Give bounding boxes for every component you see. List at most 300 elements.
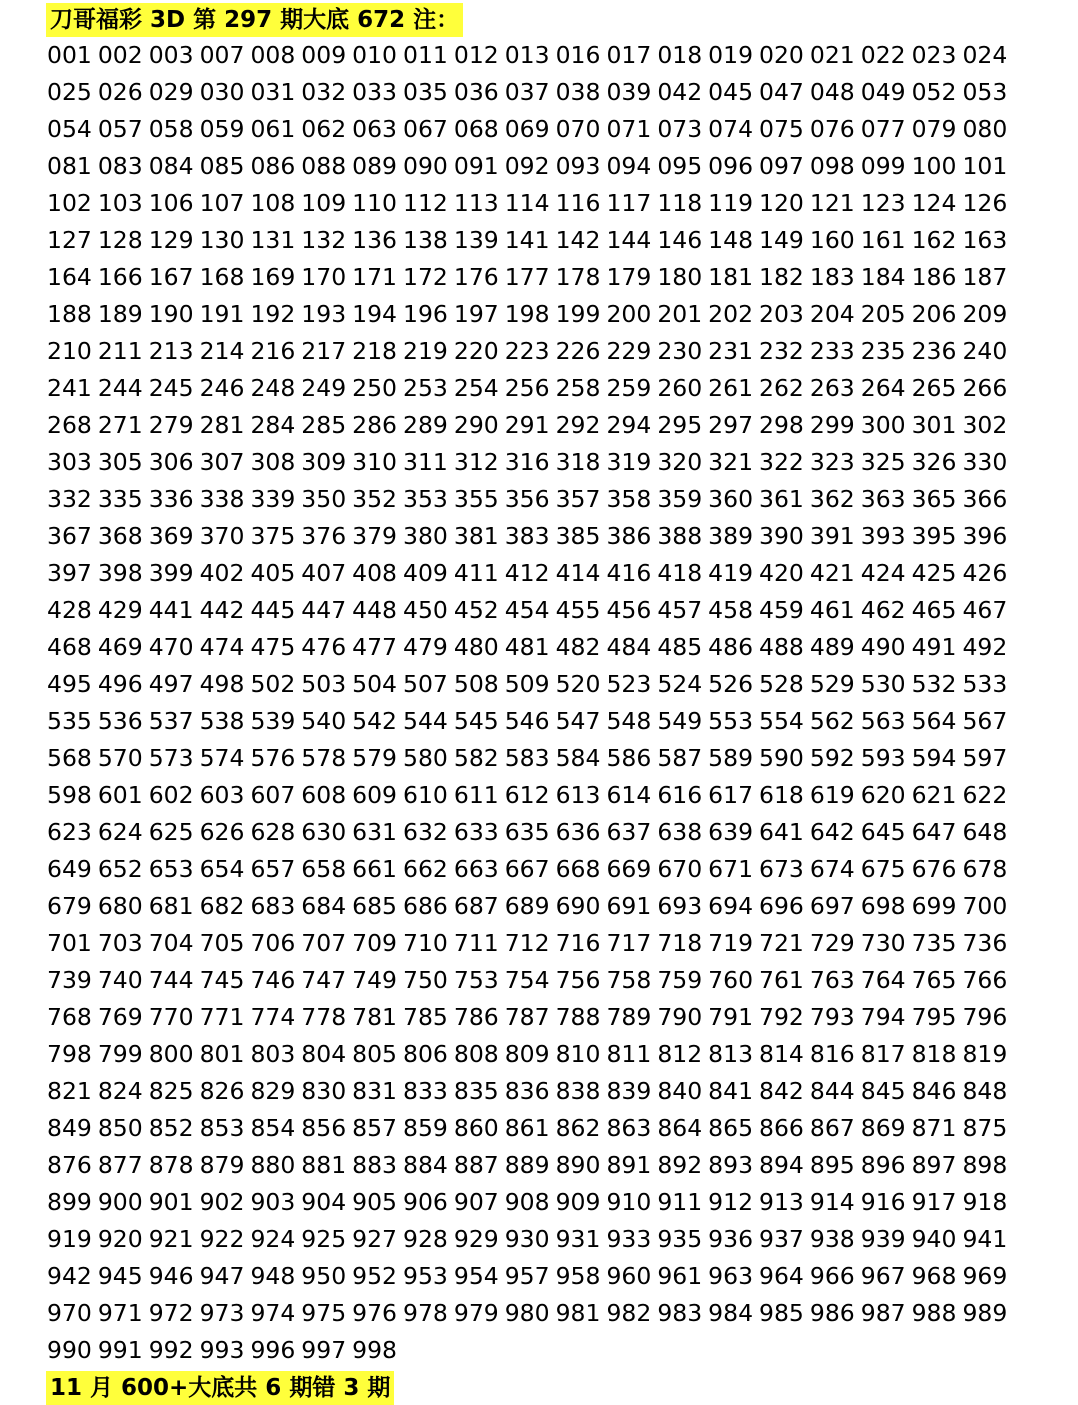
- lottery-number: 766: [962, 966, 1008, 994]
- lottery-number: 936: [708, 1225, 754, 1253]
- lottery-number: 405: [250, 559, 296, 587]
- lottery-number: 398: [97, 559, 143, 587]
- lottery-number: 942: [47, 1262, 92, 1290]
- lottery-number: 545: [453, 707, 499, 735]
- lottery-number: 361: [759, 485, 804, 513]
- lottery-number: 991: [97, 1336, 143, 1364]
- lottery-number: 103: [97, 189, 143, 217]
- lottery-number: 760: [708, 966, 754, 994]
- lottery-number: 804: [301, 1040, 347, 1068]
- lottery-number: 992: [148, 1336, 194, 1364]
- lottery-number: 690: [555, 892, 601, 920]
- lottery-number: 168: [199, 263, 245, 291]
- lottery-number: 209: [962, 300, 1008, 328]
- lottery-number: 144: [606, 226, 652, 254]
- lottery-number: 312: [453, 448, 499, 476]
- lottery-number: 914: [809, 1188, 855, 1216]
- lottery-number: 358: [606, 485, 652, 513]
- lottery-number: 699: [911, 892, 957, 920]
- lottery-number: 038: [555, 78, 601, 106]
- lottery-number: 842: [759, 1077, 804, 1105]
- lottery-number: 335: [97, 485, 143, 513]
- lottery-number: 112: [403, 189, 448, 217]
- lottery-number: 669: [606, 855, 652, 883]
- lottery-number: 498: [199, 670, 245, 698]
- lottery-number: 973: [199, 1299, 245, 1327]
- lottery-number: 582: [453, 744, 499, 772]
- lottery-number: 476: [301, 633, 347, 661]
- lottery-number: 801: [199, 1040, 245, 1068]
- lottery-number: 420: [759, 559, 804, 587]
- lottery-number: 901: [148, 1188, 194, 1216]
- lottery-number: 408: [352, 559, 398, 587]
- lottery-number: 061: [250, 115, 296, 143]
- lottery-number: 102: [47, 189, 92, 217]
- lottery-number: 020: [759, 41, 804, 69]
- lottery-number: 906: [403, 1188, 448, 1216]
- lottery-number: 573: [148, 744, 194, 772]
- lottery-number: 967: [860, 1262, 906, 1290]
- lottery-number: 818: [911, 1040, 957, 1068]
- lottery-number: 428: [47, 596, 92, 624]
- lottery-number: 982: [606, 1299, 652, 1327]
- lottery-number: 502: [250, 670, 296, 698]
- lottery-number: 127: [47, 226, 92, 254]
- lottery-number: 202: [708, 300, 754, 328]
- lottery-number: 887: [453, 1151, 499, 1179]
- number-row: [47, 111, 1047, 148]
- lottery-number: 019: [708, 41, 754, 69]
- number-row: [47, 1073, 1047, 1110]
- lottery-number: 981: [555, 1299, 601, 1327]
- lottery-number: 963: [708, 1262, 754, 1290]
- lottery-number: 916: [860, 1188, 906, 1216]
- lottery-number: 997: [301, 1336, 347, 1364]
- lottery-number: 687: [453, 892, 499, 920]
- lottery-number: 768: [47, 1003, 92, 1031]
- number-list: [47, 37, 1047, 1369]
- number-row: [47, 629, 1047, 666]
- lottery-number: 586: [606, 744, 652, 772]
- lottery-number: 889: [504, 1151, 550, 1179]
- lottery-number: 630: [301, 818, 347, 846]
- lottery-number: 710: [403, 929, 448, 957]
- lottery-number: 909: [555, 1188, 601, 1216]
- lottery-number: 998: [352, 1336, 398, 1364]
- lottery-number: 736: [962, 929, 1008, 957]
- lottery-number: 360: [708, 485, 754, 513]
- lottery-number: 763: [809, 966, 855, 994]
- lottery-number: 299: [809, 411, 855, 439]
- lottery-number: 576: [250, 744, 296, 772]
- lottery-number: 421: [809, 559, 855, 587]
- lottery-number: 800: [148, 1040, 194, 1068]
- lottery-number: 899: [47, 1188, 92, 1216]
- lottery-number: 480: [453, 633, 499, 661]
- lottery-number: 667: [504, 855, 550, 883]
- lottery-number: 937: [759, 1225, 804, 1253]
- lottery-number: 524: [657, 670, 703, 698]
- lottery-number: 178: [555, 263, 601, 291]
- lottery-number: 861: [504, 1114, 550, 1142]
- lottery-number: 880: [250, 1151, 296, 1179]
- lottery-number: 098: [809, 152, 855, 180]
- lottery-number: 988: [911, 1299, 957, 1327]
- lottery-number: 470: [148, 633, 194, 661]
- lottery-number: 769: [97, 1003, 143, 1031]
- lottery-number: 678: [962, 855, 1008, 883]
- number-row: [47, 185, 1047, 222]
- lottery-number: 352: [352, 485, 398, 513]
- lottery-number: 294: [606, 411, 652, 439]
- lottery-number: 120: [759, 189, 804, 217]
- lottery-number: 648: [962, 818, 1008, 846]
- lottery-number: 205: [860, 300, 906, 328]
- lottery-number: 190: [148, 300, 194, 328]
- lottery-number: 108: [250, 189, 296, 217]
- lottery-number: 696: [759, 892, 804, 920]
- lottery-number: 407: [301, 559, 347, 587]
- lottery-number: 507: [403, 670, 448, 698]
- lottery-number: 318: [555, 448, 601, 476]
- lottery-number: 789: [606, 1003, 652, 1031]
- lottery-number: 875: [962, 1114, 1008, 1142]
- number-row: [47, 1295, 1047, 1332]
- lottery-number: 189: [97, 300, 143, 328]
- lottery-number: 765: [911, 966, 957, 994]
- number-row: [47, 1258, 1047, 1295]
- lottery-number: 979: [453, 1299, 499, 1327]
- lottery-number: 233: [809, 337, 855, 365]
- lottery-number: 787: [504, 1003, 550, 1031]
- lottery-number: 409: [403, 559, 448, 587]
- lottery-number: 001: [47, 41, 92, 69]
- lottery-number: 492: [962, 633, 1008, 661]
- lottery-number: 076: [809, 115, 855, 143]
- lottery-number: 764: [860, 966, 906, 994]
- lottery-number: 426: [962, 559, 1008, 587]
- lottery-number: 123: [860, 189, 906, 217]
- number-row: [47, 851, 1047, 888]
- lottery-number: 381: [453, 522, 499, 550]
- lottery-number: 003: [148, 41, 194, 69]
- lottery-number: 192: [250, 300, 296, 328]
- lottery-number: 300: [860, 411, 906, 439]
- lottery-number: 691: [606, 892, 652, 920]
- lottery-number: 642: [809, 818, 855, 846]
- lottery-number: 647: [911, 818, 957, 846]
- lottery-number: 130: [199, 226, 245, 254]
- lottery-number: 670: [657, 855, 703, 883]
- lottery-number: 481: [504, 633, 550, 661]
- lottery-number: 721: [759, 929, 804, 957]
- lottery-number: 184: [860, 263, 906, 291]
- lottery-number: 386: [606, 522, 652, 550]
- lottery-number: 683: [250, 892, 296, 920]
- lottery-number: 007: [199, 41, 245, 69]
- lottery-number: 698: [860, 892, 906, 920]
- lottery-number: 910: [606, 1188, 652, 1216]
- lottery-number: 389: [708, 522, 754, 550]
- lottery-number: 952: [352, 1262, 398, 1290]
- lottery-number: 114: [504, 189, 550, 217]
- lottery-number: 395: [911, 522, 957, 550]
- page-title: 刀哥福彩 3D 第 297 期大底 672 注：: [46, 3, 463, 37]
- lottery-number: 036: [453, 78, 499, 106]
- lottery-number: 441: [148, 596, 194, 624]
- lottery-number: 211: [97, 337, 143, 365]
- lottery-number: 477: [352, 633, 398, 661]
- lottery-number: 402: [199, 559, 245, 587]
- lottery-number: 447: [301, 596, 347, 624]
- lottery-number: 972: [148, 1299, 194, 1327]
- lottery-number: 984: [708, 1299, 754, 1327]
- lottery-number: 788: [555, 1003, 601, 1031]
- lottery-number: 624: [97, 818, 143, 846]
- lottery-number: 626: [199, 818, 245, 846]
- lottery-number: 954: [453, 1262, 499, 1290]
- lottery-number: 920: [97, 1225, 143, 1253]
- lottery-number: 597: [962, 744, 1008, 772]
- lottery-number: 336: [148, 485, 194, 513]
- lottery-number: 092: [504, 152, 550, 180]
- lottery-number: 191: [199, 300, 245, 328]
- lottery-number: 831: [352, 1077, 398, 1105]
- lottery-number: 010: [352, 41, 398, 69]
- lottery-number: 694: [708, 892, 754, 920]
- lottery-number: 279: [148, 411, 194, 439]
- lottery-number: 740: [97, 966, 143, 994]
- lottery-number: 791: [708, 1003, 754, 1031]
- lottery-number: 689: [504, 892, 550, 920]
- lottery-number: 024: [962, 41, 1008, 69]
- lottery-number: 149: [759, 226, 804, 254]
- number-row: [47, 37, 1047, 74]
- number-row: [47, 1110, 1047, 1147]
- lottery-number: 535: [47, 707, 92, 735]
- lottery-number: 930: [504, 1225, 550, 1253]
- lottery-number: 947: [199, 1262, 245, 1290]
- lottery-number: 607: [250, 781, 296, 809]
- lottery-number: 964: [759, 1262, 804, 1290]
- lottery-number: 216: [250, 337, 296, 365]
- lottery-number: 908: [504, 1188, 550, 1216]
- lottery-number: 553: [708, 707, 754, 735]
- lottery-number: 793: [809, 1003, 855, 1031]
- number-row: [47, 407, 1047, 444]
- lottery-number: 520: [555, 670, 601, 698]
- lottery-number: 641: [759, 818, 804, 846]
- lottery-number: 542: [352, 707, 398, 735]
- lottery-number: 526: [708, 670, 754, 698]
- lottery-number: 612: [504, 781, 550, 809]
- lottery-number: 786: [453, 1003, 499, 1031]
- lottery-number: 198: [504, 300, 550, 328]
- lottery-number: 950: [301, 1262, 347, 1290]
- lottery-number: 075: [759, 115, 804, 143]
- lottery-number: 602: [148, 781, 194, 809]
- lottery-number: 297: [708, 411, 754, 439]
- lottery-number: 376: [301, 522, 347, 550]
- lottery-number: 009: [301, 41, 347, 69]
- lottery-number: 838: [555, 1077, 601, 1105]
- lottery-number: 754: [504, 966, 550, 994]
- lottery-number: 200: [606, 300, 652, 328]
- lottery-number: 455: [555, 596, 601, 624]
- lottery-number: 107: [199, 189, 245, 217]
- number-row: [47, 148, 1047, 185]
- lottery-number: 388: [657, 522, 703, 550]
- lottery-number: 250: [352, 374, 398, 402]
- lottery-number: 681: [148, 892, 194, 920]
- lottery-number: 902: [199, 1188, 245, 1216]
- lottery-number: 445: [250, 596, 296, 624]
- lottery-number: 676: [911, 855, 957, 883]
- lottery-number: 390: [759, 522, 804, 550]
- lottery-number: 883: [352, 1151, 398, 1179]
- lottery-number: 617: [708, 781, 754, 809]
- lottery-number: 220: [453, 337, 499, 365]
- number-row: [47, 259, 1047, 296]
- lottery-number: 705: [199, 929, 245, 957]
- lottery-number: 860: [453, 1114, 499, 1142]
- lottery-number: 467: [962, 596, 1008, 624]
- lottery-number: 657: [250, 855, 296, 883]
- lottery-number: 623: [47, 818, 92, 846]
- lottery-number: 993: [199, 1336, 245, 1364]
- number-row: [47, 1184, 1047, 1221]
- number-row: [47, 592, 1047, 629]
- lottery-number: 817: [860, 1040, 906, 1068]
- lottery-number: 686: [403, 892, 448, 920]
- lottery-number: 131: [250, 226, 296, 254]
- lottery-number: 307: [199, 448, 245, 476]
- lottery-number: 316: [504, 448, 550, 476]
- lottery-number: 891: [606, 1151, 652, 1179]
- lottery-number: 380: [403, 522, 448, 550]
- lottery-number: 628: [250, 818, 296, 846]
- lottery-number: 008: [250, 41, 296, 69]
- lottery-number: 610: [403, 781, 448, 809]
- lottery-number: 794: [860, 1003, 906, 1031]
- lottery-number: 305: [97, 448, 143, 476]
- number-row: [47, 1221, 1047, 1258]
- lottery-number: 532: [911, 670, 957, 698]
- lottery-number: 116: [555, 189, 601, 217]
- lottery-number: 489: [809, 633, 855, 661]
- lottery-number: 824: [97, 1077, 143, 1105]
- lottery-number: 798: [47, 1040, 92, 1068]
- lottery-number: 523: [606, 670, 652, 698]
- lottery-number: 399: [148, 559, 194, 587]
- lottery-number: 574: [199, 744, 245, 772]
- lottery-number: 567: [962, 707, 1008, 735]
- lottery-number: 771: [199, 1003, 245, 1031]
- lottery-number: 587: [657, 744, 703, 772]
- lottery-number: 814: [759, 1040, 804, 1068]
- lottery-number: 864: [657, 1114, 703, 1142]
- lottery-number: 070: [555, 115, 601, 143]
- lottery-number: 661: [352, 855, 398, 883]
- lottery-number: 359: [657, 485, 703, 513]
- lottery-number: 204: [809, 300, 855, 328]
- lottery-number: 716: [555, 929, 601, 957]
- number-row: [47, 1147, 1047, 1184]
- lottery-number: 258: [555, 374, 601, 402]
- lottery-number: 071: [606, 115, 652, 143]
- lottery-number: 465: [911, 596, 957, 624]
- lottery-number: 025: [47, 78, 92, 106]
- number-row: [47, 74, 1047, 111]
- lottery-number: 219: [403, 337, 448, 365]
- lottery-number: 939: [860, 1225, 906, 1253]
- lottery-number: 881: [301, 1151, 347, 1179]
- lottery-number: 833: [403, 1077, 448, 1105]
- lottery-number: 484: [606, 633, 652, 661]
- lottery-number: 649: [47, 855, 92, 883]
- lottery-number: 611: [453, 781, 499, 809]
- lottery-number: 245: [148, 374, 194, 402]
- lottery-number: 609: [352, 781, 398, 809]
- lottery-number: 730: [860, 929, 906, 957]
- lottery-number: 129: [148, 226, 194, 254]
- lottery-number: 183: [809, 263, 855, 291]
- lottery-number: 074: [708, 115, 754, 143]
- lottery-number: 201: [657, 300, 703, 328]
- lottery-number: 459: [759, 596, 804, 624]
- lottery-number: 486: [708, 633, 754, 661]
- lottery-number: 079: [911, 115, 957, 143]
- lottery-number: 265: [911, 374, 957, 402]
- lottery-number: 330: [962, 448, 1008, 476]
- lottery-number: 231: [708, 337, 754, 365]
- lottery-number: 289: [403, 411, 448, 439]
- lottery-number: 700: [962, 892, 1008, 920]
- lottery-number: 425: [911, 559, 957, 587]
- lottery-number: 069: [504, 115, 550, 143]
- lottery-number: 246: [199, 374, 245, 402]
- lottery-number: 308: [250, 448, 296, 476]
- lottery-number: 033: [352, 78, 398, 106]
- lottery-number: 176: [453, 263, 499, 291]
- lottery-number: 049: [860, 78, 906, 106]
- lottery-number: 735: [911, 929, 957, 957]
- lottery-number: 719: [708, 929, 754, 957]
- lottery-number: 709: [352, 929, 398, 957]
- lottery-number: 840: [657, 1077, 703, 1105]
- lottery-number: 179: [606, 263, 652, 291]
- lottery-number: 259: [606, 374, 652, 402]
- lottery-number: 971: [97, 1299, 143, 1327]
- lottery-number: 570: [97, 744, 143, 772]
- lottery-number: 456: [606, 596, 652, 624]
- lottery-number: 853: [199, 1114, 245, 1142]
- lottery-number: 118: [657, 189, 703, 217]
- lottery-number: 497: [148, 670, 194, 698]
- lottery-number: 785: [403, 1003, 448, 1031]
- lottery-number: 704: [148, 929, 194, 957]
- lottery-number: 867: [809, 1114, 855, 1142]
- lottery-number: 805: [352, 1040, 398, 1068]
- lottery-number: 311: [403, 448, 448, 476]
- lottery-number: 240: [962, 337, 1008, 365]
- lottery-number: 759: [657, 966, 703, 994]
- lottery-number: 544: [403, 707, 448, 735]
- lottery-number: 017: [606, 41, 652, 69]
- lottery-number: 747: [301, 966, 347, 994]
- lottery-number: 809: [504, 1040, 550, 1068]
- lottery-number: 411: [453, 559, 499, 587]
